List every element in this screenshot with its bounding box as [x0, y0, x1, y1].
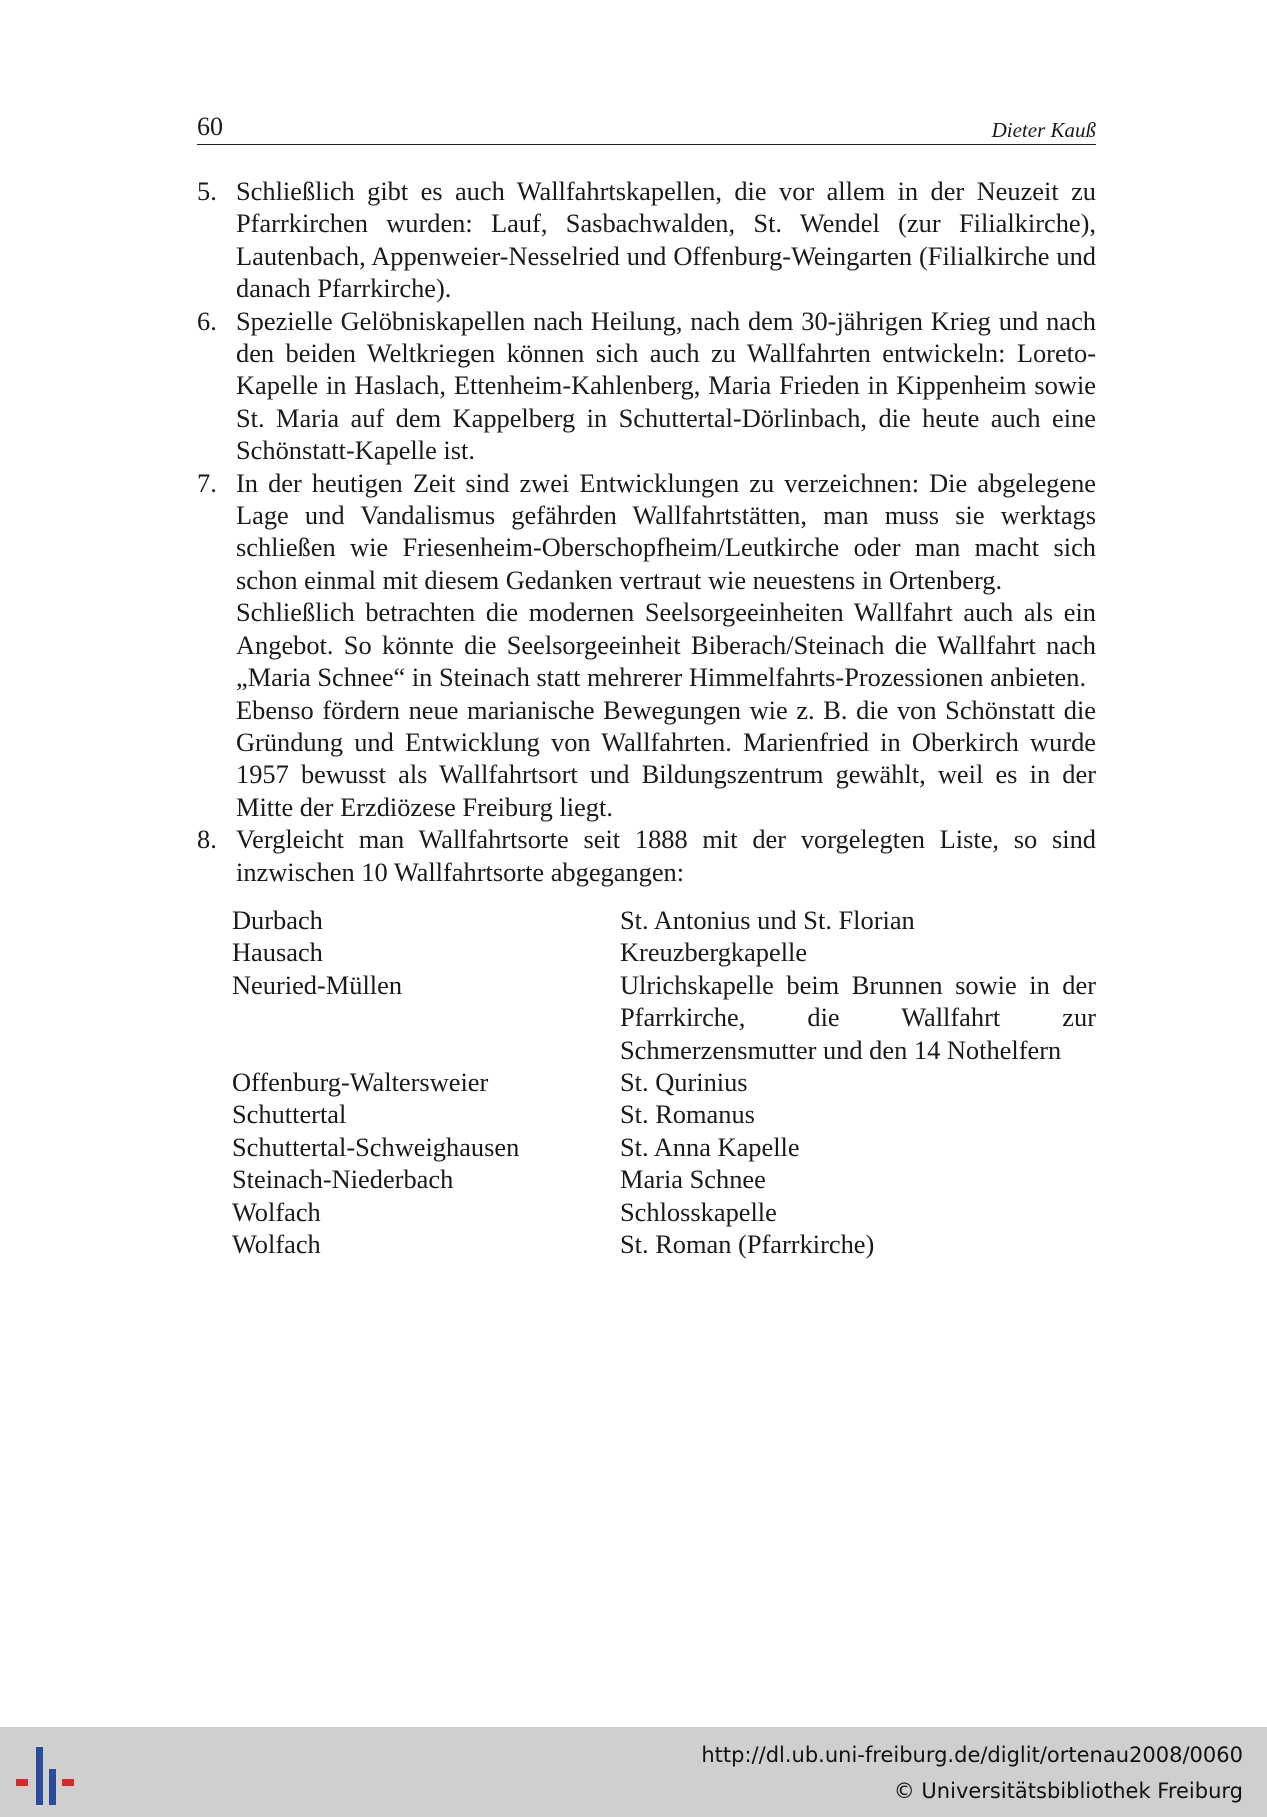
table-cell-site: St. Roman (Pfarrkirche) [620, 1229, 875, 1259]
footer-bar [0, 1727, 1267, 1817]
table-row [232, 1196, 1096, 1228]
paragraph: Ebenso fördern neue marianische Bewegungen wie z. B. die von Schönstatt die Gründung und Entwicklung von Wallfahrten. Marienfried in Oberkirch wurde 1957 bewusst als Wallfahrtsort und Bildungszentrum gewählt, weil es in der Mitte der Erzdiözese Freiburg liegt. [236, 694, 1096, 822]
list-item [197, 823, 1096, 888]
table-row [232, 1131, 1096, 1163]
table-row [232, 969, 1096, 1066]
table-cell-site: Maria Schnee [620, 1164, 766, 1195]
table-row [232, 904, 1096, 936]
table-cell-place: Durbach [232, 904, 323, 935]
table-row [232, 1163, 1096, 1195]
lost-pilgrimage-sites-table [232, 904, 1096, 1260]
table-cell-site: Ulrichskapelle beim Brunnen sowie in der Pfarrkirche, die Wallfahrt zur Schmerzensmutter und den 14 Nothelfern [620, 969, 1096, 1065]
list-item-number: 7. [197, 467, 217, 498]
paragraph: Vergleicht man Wallfahrtsorte seit 1888 mit der vorgelegten Liste, so sind inzwischen 10 Wallfahrtsorte abgegangen: [236, 824, 1096, 887]
table-cell-place: Wolfach [232, 1196, 321, 1227]
paragraph: Spezielle Gelöbniskapellen nach Heilung, nach dem 30-jährigen Krieg und nach den beiden Weltkriegen können sich auch zu Wallfahrten entwickeln: Loreto-Kapelle in Haslach, Ettenheim-Kahlenberg, Maria Frieden in Kippenheim sowie St. Maria auf dem Kappelberg in Schuttertal-Dörlinbach, die heute auch eine Schönstatt-Kapelle ist. [236, 305, 1096, 466]
table-cell-place: Hausach [232, 937, 323, 968]
page-header [197, 104, 1096, 145]
table-cell-place: Schuttertal-Schweighausen [232, 1131, 520, 1162]
list-item [197, 305, 1096, 467]
paragraph: In der heutigen Zeit sind zwei Entwicklungen zu verzeichnen: Die abgelegene Lage und Vandalismus gefährden Wallfahrtstätten, man muss sie werktags schließen wie Friesenheim-Oberschopfheim/Leutkirche oder man macht sich schon einmal mit diesem Gedanken vertraut wie neuestens in Ortenberg. [236, 467, 1096, 595]
paragraph: Schließlich betrachten die modernen Seelsorgeeinheiten Wallfahrt auch als ein Angebot. So könnte die Seelsorgeeinheit Biberach/Steinach die Wallfahrt nach „Maria Schnee“ in Steinach statt mehrerer Himmelfahrts-Prozessionen anbieten. [236, 597, 1096, 693]
table-cell-site: St. Antonius und St. Florian [620, 904, 915, 935]
table-row [232, 936, 1096, 968]
table-row [232, 1066, 1096, 1098]
running-head-author: Dieter Kauß [991, 118, 1096, 142]
list-item [197, 175, 1096, 305]
list-item-number: 6. [197, 305, 217, 336]
table-cell-site: St. Anna Kapelle [620, 1131, 800, 1162]
list-item-number: 5. [197, 176, 217, 206]
ub-freiburg-logo-icon [16, 1741, 80, 1807]
table-cell-site: St. Romanus [620, 1099, 755, 1130]
table-cell-place: Neuried-Müllen [232, 969, 403, 1000]
list-item-number: 8. [197, 824, 217, 855]
list-item-body [236, 823, 1096, 888]
page-number: 60 [197, 112, 223, 141]
list-item-body [236, 305, 1096, 467]
table-row [232, 1098, 1096, 1130]
table-cell-place: Steinach-Niederbach [232, 1164, 454, 1195]
table-cell-place: Offenburg-Waltersweier [232, 1066, 489, 1097]
table-cell-site: Kreuzbergkapelle [620, 937, 808, 968]
list-item-body [236, 467, 1096, 823]
table-cell-site: Schlosskapelle [620, 1196, 777, 1227]
body-text [197, 175, 1096, 1260]
permalink-url[interactable]: http://dl.ub.uni-freiburg.de/diglit/ortenau2008/0060 [701, 1743, 1243, 1767]
table-cell-place: Wolfach [232, 1229, 321, 1259]
table-cell-site: St. Qurinius [620, 1066, 748, 1097]
list-item [197, 467, 1096, 823]
paragraph: Schließlich gibt es auch Wallfahrtskapellen, die vor allem in der Neuzeit zu Pfarrkirchen wurden: Lauf, Sasbachwalden, St. Wendel (zur Filialkirche), Lautenbach, Appenweier-Nesselried und Offenburg-Weingarten (Filialkirche und danach Pfarrkirche). [236, 176, 1096, 304]
table-cell-place: Schuttertal [232, 1099, 347, 1130]
list-item-body [236, 175, 1096, 305]
copyright-notice: © Universitätsbibliothek Freiburg [893, 1779, 1243, 1803]
table-row [232, 1228, 1096, 1260]
